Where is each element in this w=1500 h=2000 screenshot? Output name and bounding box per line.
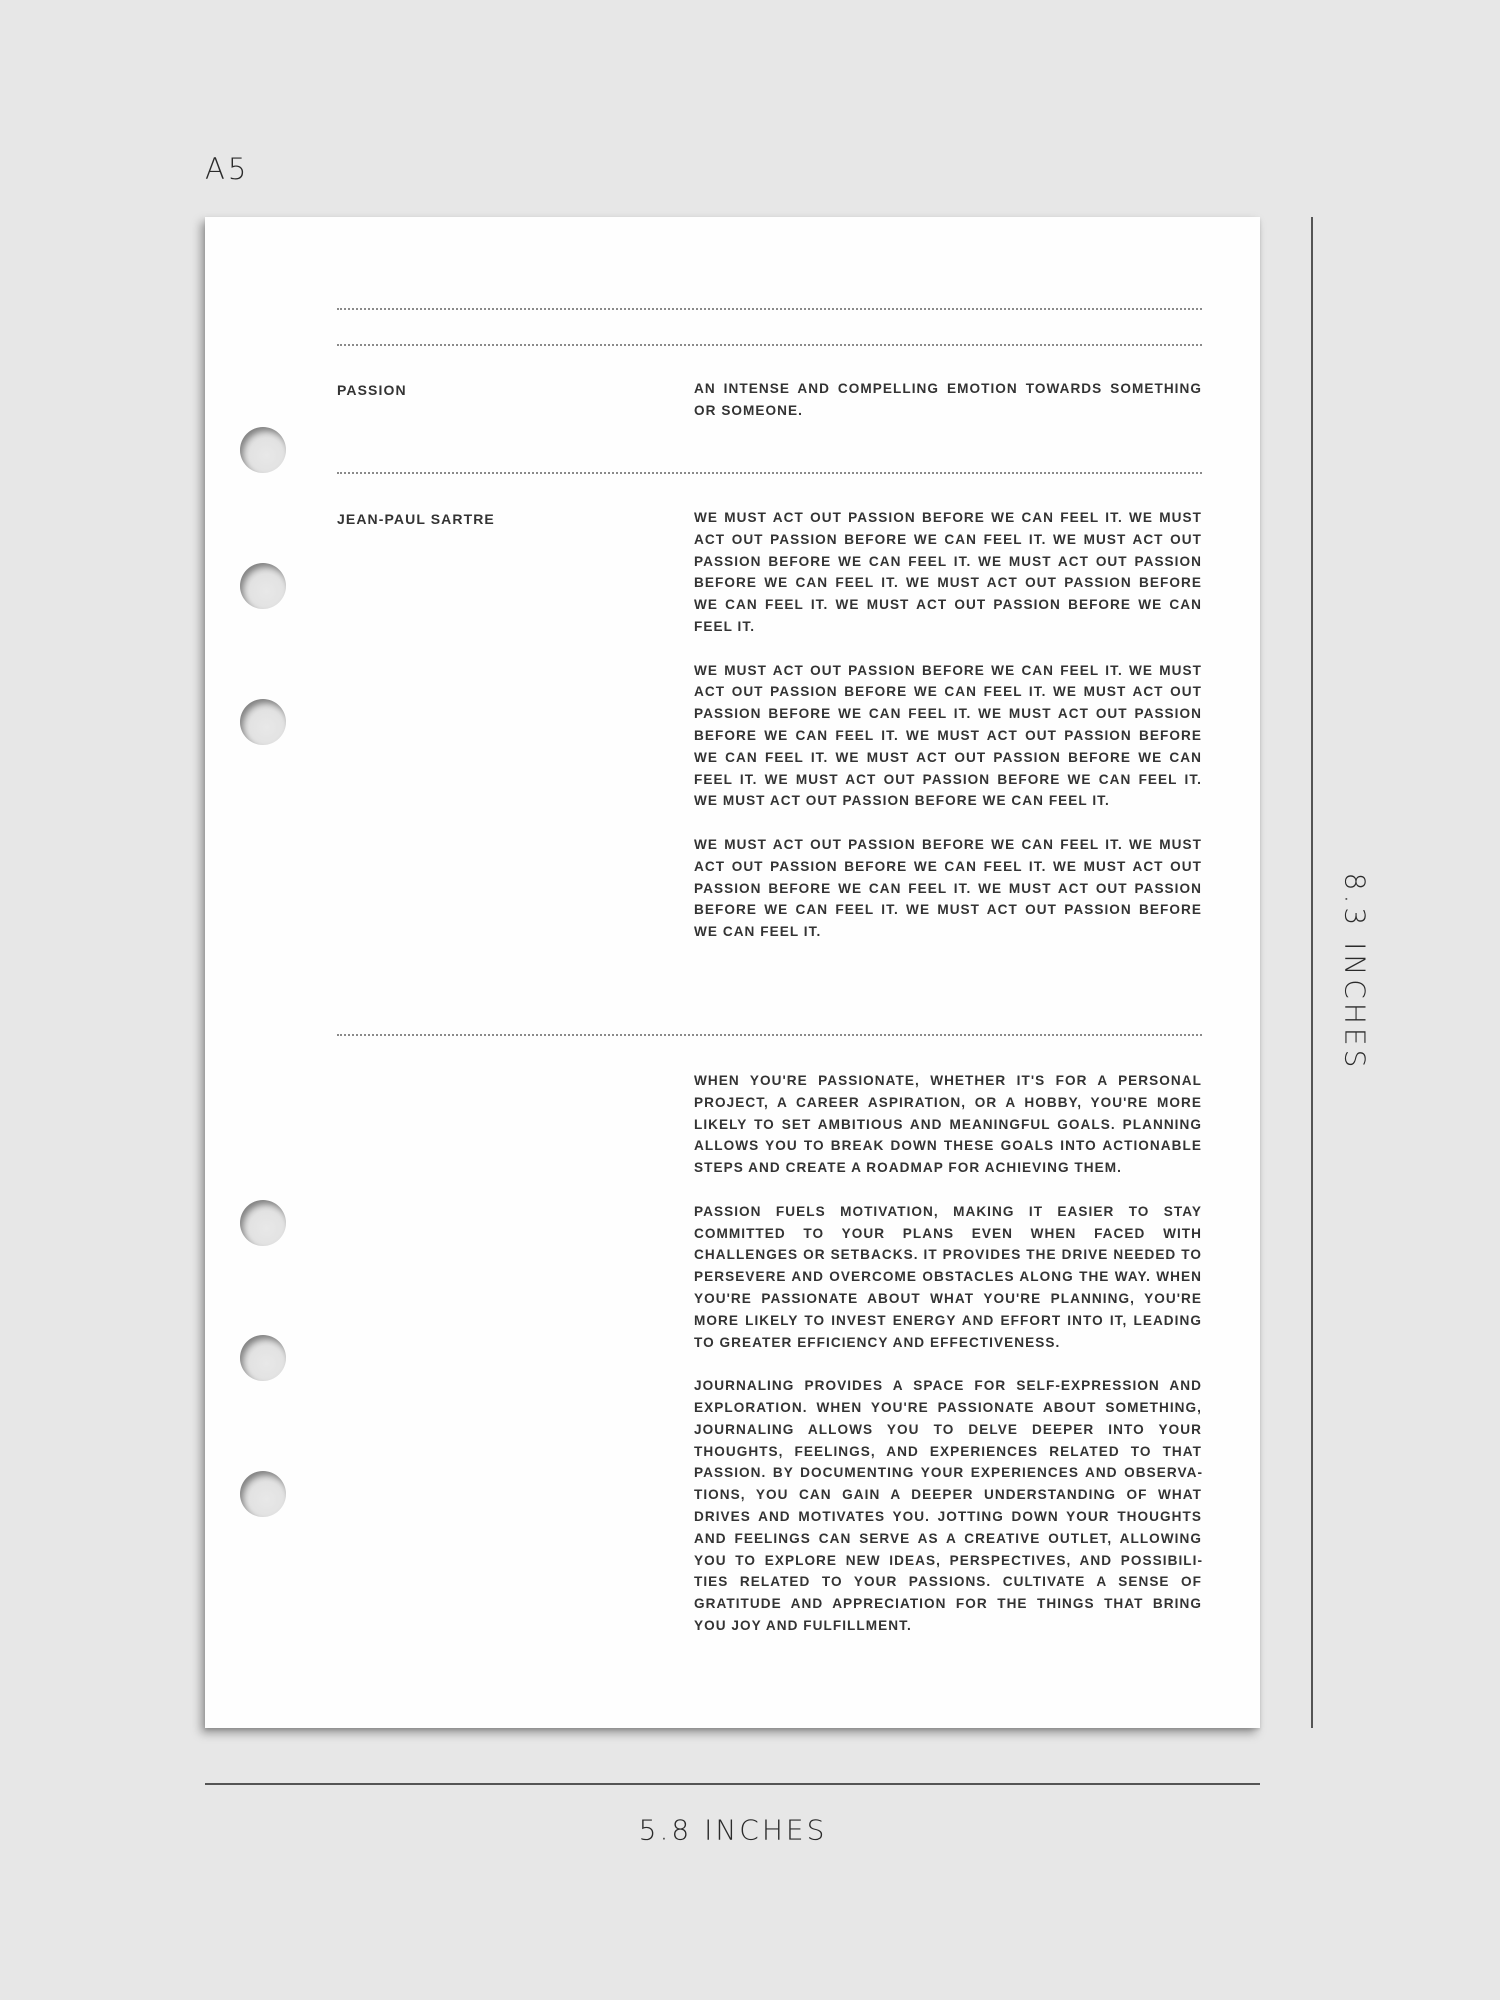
- definition-block: [694, 378, 1202, 422]
- dotted-rule: [337, 344, 1202, 346]
- width-dimension-label: 5.8 INCHES: [638, 1813, 828, 1847]
- quote-paragraph: WE MUST ACT OUT PASSION BEFORE WE CAN FEEL IT. WE MUST ACT OUT PASSION BEFORE WE CAN FEEL IT. WE MUST ACT OUT PASSION BEFORE WE CAN FEEL IT. WE MUST ACT OUT PASSION BEFORE WE CAN FEEL IT. WE MUST ACT OUT PASSION BEFORE WE CAN FEEL IT. WE MUST ACT OUT PASSION BEFORE WE CAN FEEL IT.: [694, 510, 1202, 634]
- width-dimension-line: [205, 1783, 1260, 1785]
- definition-text: AN INTENSE AND COMPELLING EMOTION TOWARDS SOMETHING OR SOMEONE.: [694, 381, 1202, 418]
- binder-hole: [240, 427, 286, 473]
- binder-hole: [240, 1335, 286, 1381]
- binder-hole: [240, 1471, 286, 1517]
- term-author: JEAN-PAUL SARTRE: [337, 511, 495, 527]
- dotted-rule: [337, 308, 1202, 310]
- height-dimension-line: [1311, 217, 1313, 1728]
- quote-paragraph: WE MUST ACT OUT PASSION BEFORE WE CAN FEEL IT. WE MUST ACT OUT PASSION BEFORE WE CAN FEEL IT. WE MUST ACT OUT PASSION BEFORE WE CAN FEEL IT. WE MUST ACT OUT PASSION BEFORE WE CAN FEEL IT. WE MUST ACT OUT PASSION BEFORE WE CAN FEEL IT. WE MUST ACT OUT PASSION BEFORE WE CAN FEEL IT. WE MUST ACT OUT PASSION BEFORE WE CAN FEEL IT. WE MUST ACT OUT PASSION BEFORE WE CAN FEEL IT.: [694, 662, 1202, 809]
- binder-hole: [240, 699, 286, 745]
- quote-block: [694, 507, 1202, 943]
- binder-hole: [240, 563, 286, 609]
- dotted-rule: [337, 1034, 1202, 1036]
- quote-paragraph: WE MUST ACT OUT PASSION BEFORE WE CAN FEEL IT. WE MUST ACT OUT PASSION BEFORE WE CAN FEEL IT. WE MUST ACT OUT PASSION BEFORE WE CAN FEEL IT. WE MUST ACT OUT PASSION BEFORE WE CAN FEEL IT. WE MUST ACT OUT PASSION BEFORE WE CAN FEEL IT.: [694, 836, 1202, 940]
- height-dimension-label: 8.3 INCHES: [1338, 872, 1372, 1072]
- essay-paragraph: PASSION FUELS MOTIVATION, MAKING IT EASIER TO STAY COMMITTED TO YOUR PLANS EVEN WHEN FACED WITH CHALLENGES OR SETBACKS. IT PROVIDES THE DRIVE NEEDED TO PERSEVERE AND OVERCOME OBSTACLES ALONG THE WAY. WHEN YOU'RE PASSIONATE ABOUT WHAT YOU'RE PLANNING, YOU'RE MORE LIKELY TO INVEST ENERGY AND EFFORT INTO IT, LEADING TO GREATER EFFICIENCY AND EFFECTIVENESS.: [694, 1203, 1202, 1350]
- essay-block: [694, 1070, 1202, 1637]
- dotted-rule: [337, 472, 1202, 474]
- essay-paragraph: WHEN YOU'RE PASSIONATE, WHETHER IT'S FOR A PERSONAL PROJECT, A CAREER ASPIRATION, OR A HOBBY, YOU'RE MORE LIKELY TO SET AMBITIOUS AND MEANINGFUL GOALS. PLANNING ALLOWS YOU TO BREAK DOWN THESE GOALS INTO ACTIONABLE STEPS AND CREATE A ROADMAP FOR ACHIEVING THEM.: [694, 1073, 1202, 1176]
- essay-paragraph: JOURNALING PROVIDES A SPACE FOR SELF-EXPRESSION AND EXPLORATION. WHEN YOU'RE PASSIONATE ABOUT SOMETHING, JOURNALING ALLOWS YOU TO DELVE DEEPER INTO YOUR THOUGHTS, FEELINGS, AND EXPERIENCES RELATED TO THAT PASSION. BY DOCUMENTING YOUR EXPERIENCES AND OBSERVATIONS, YOU CAN GAIN A DEEPER UNDERSTANDING OF WHAT DRIVES AND MOTIVATES YOU. JOTTING DOWN YOUR THOUGHTS AND FEELINGS CAN SERVE AS A CREATIVE OUTLET, ALLOWING YOU TO EXPLORE NEW IDEAS, PERSPECTIVES, AND POSSIBILITIES RELATED TO YOUR PASSIONS. CULTIVATE A SENSE OF GRATITUDE AND APPRECIATION FOR THE THINGS THAT BRING YOU JOY AND FULFILLMENT.: [694, 1378, 1202, 1633]
- binder-hole: [240, 1200, 286, 1246]
- planner-page: [205, 217, 1260, 1728]
- term-passion: PASSION: [337, 382, 407, 398]
- size-label: A5: [205, 152, 250, 186]
